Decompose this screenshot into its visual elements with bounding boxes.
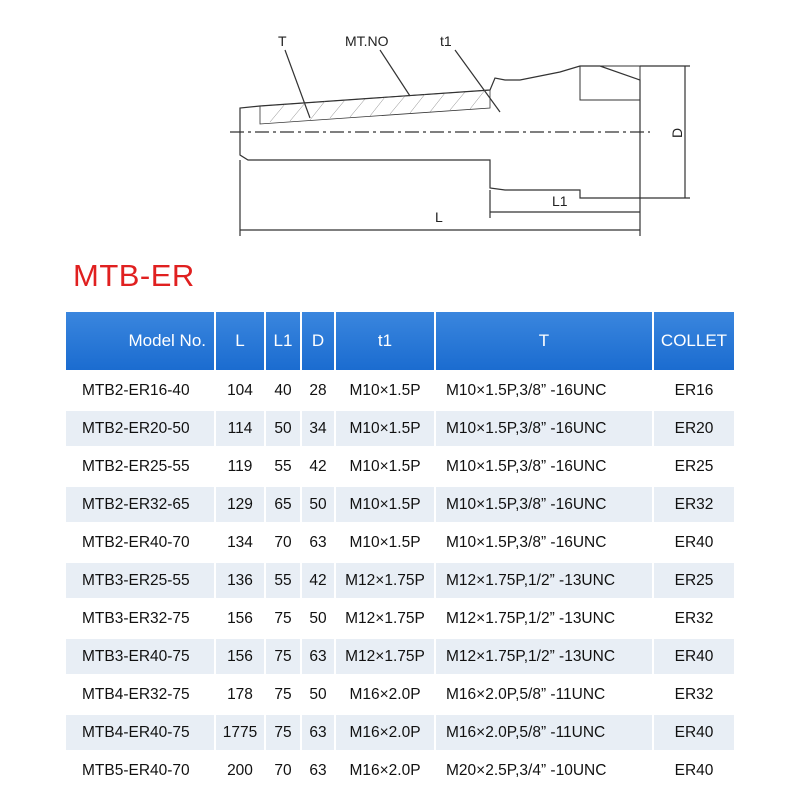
cell-t1: M12×1.75P xyxy=(336,636,436,674)
label-t1: t1 xyxy=(440,33,452,49)
cell-L: 136 xyxy=(216,560,266,598)
cell-T: M12×1.75P,1/2” -13UNC xyxy=(436,598,654,636)
cell-D: 50 xyxy=(302,674,336,712)
label-D: D xyxy=(669,127,685,138)
cell-t1: M12×1.75P xyxy=(336,560,436,598)
cell-collet: ER40 xyxy=(654,636,734,674)
label-T: T xyxy=(278,33,287,49)
cell-t1: M16×2.0P xyxy=(336,674,436,712)
cell-t1: M16×2.0P xyxy=(336,750,436,788)
cell-T: M10×1.5P,3/8” -16UNC xyxy=(436,484,654,522)
cell-L: 129 xyxy=(216,484,266,522)
cell-L1: 75 xyxy=(266,674,302,712)
cell-t1: M12×1.75P xyxy=(336,598,436,636)
cell-t1: M10×1.5P xyxy=(336,522,436,560)
table-row xyxy=(66,674,734,712)
cell-D: 63 xyxy=(302,712,336,750)
cell-L1: 65 xyxy=(266,484,302,522)
cell-model: MTB2-ER40-70 xyxy=(66,522,216,560)
cell-T: M10×1.5P,3/8” -16UNC xyxy=(436,370,654,408)
table-row xyxy=(66,446,734,484)
cell-T: M12×1.75P,1/2” -13UNC xyxy=(436,560,654,598)
cell-T: M10×1.5P,3/8” -16UNC xyxy=(436,408,654,446)
page-title: MTB-ER xyxy=(73,258,195,293)
label-L: L xyxy=(435,209,443,225)
cell-collet: ER32 xyxy=(654,674,734,712)
cell-D: 63 xyxy=(302,636,336,674)
table-row xyxy=(66,560,734,598)
cell-t1: M10×1.5P xyxy=(336,408,436,446)
table-row xyxy=(66,408,734,446)
cell-D: 42 xyxy=(302,446,336,484)
cell-T: M16×2.0P,5/8” -11UNC xyxy=(436,712,654,750)
cell-collet: ER25 xyxy=(654,560,734,598)
header-L: L xyxy=(216,312,266,370)
cell-T: M12×1.75P,1/2” -13UNC xyxy=(436,636,654,674)
cell-L1: 75 xyxy=(266,598,302,636)
cell-T: M20×2.5P,3/4” -10UNC xyxy=(436,750,654,788)
header-D: D xyxy=(302,312,336,370)
collet-nut xyxy=(580,66,640,100)
header-T: T xyxy=(436,312,654,370)
cell-L: 114 xyxy=(216,408,266,446)
table-row xyxy=(66,636,734,674)
spec-table xyxy=(66,312,734,788)
technical-drawing xyxy=(0,0,800,255)
cell-model: MTB3-ER25-55 xyxy=(66,560,216,598)
table-row xyxy=(66,598,734,636)
cell-model: MTB2-ER20-50 xyxy=(66,408,216,446)
cell-L: 178 xyxy=(216,674,266,712)
cell-collet: ER25 xyxy=(654,446,734,484)
hatch-region xyxy=(260,90,490,124)
cell-collet: ER32 xyxy=(654,598,734,636)
table-row xyxy=(66,750,734,788)
cell-collet: ER40 xyxy=(654,712,734,750)
table-body xyxy=(66,370,734,788)
label-mtno: MT.NO xyxy=(345,33,389,49)
cell-T: M10×1.5P,3/8” -16UNC xyxy=(436,522,654,560)
header-t1: t1 xyxy=(336,312,436,370)
cell-D: 63 xyxy=(302,750,336,788)
cell-L: 1775 xyxy=(216,712,266,750)
cell-collet: ER20 xyxy=(654,408,734,446)
cell-collet: ER32 xyxy=(654,484,734,522)
cell-L1: 55 xyxy=(266,446,302,484)
cell-L1: 70 xyxy=(266,522,302,560)
cell-D: 50 xyxy=(302,484,336,522)
header-L1: L1 xyxy=(266,312,302,370)
cell-model: MTB5-ER40-70 xyxy=(66,750,216,788)
cell-L1: 40 xyxy=(266,370,302,408)
header-model: Model No. xyxy=(66,312,216,370)
header-collet: COLLET xyxy=(654,312,734,370)
cell-model: MTB4-ER32-75 xyxy=(66,674,216,712)
cell-D: 28 xyxy=(302,370,336,408)
cell-collet: ER40 xyxy=(654,750,734,788)
cell-L1: 50 xyxy=(266,408,302,446)
cell-model: MTB3-ER32-75 xyxy=(66,598,216,636)
cell-D: 42 xyxy=(302,560,336,598)
cell-T: M10×1.5P,3/8” -16UNC xyxy=(436,446,654,484)
cell-L: 156 xyxy=(216,598,266,636)
cell-D: 34 xyxy=(302,408,336,446)
cell-L: 134 xyxy=(216,522,266,560)
cell-L: 119 xyxy=(216,446,266,484)
cell-L1: 70 xyxy=(266,750,302,788)
header-row xyxy=(66,312,734,370)
cell-L: 156 xyxy=(216,636,266,674)
label-L1: L1 xyxy=(552,193,568,209)
cell-t1: M10×1.5P xyxy=(336,446,436,484)
cell-L: 104 xyxy=(216,370,266,408)
cell-collet: ER40 xyxy=(654,522,734,560)
cell-t1: M16×2.0P xyxy=(336,712,436,750)
table-row xyxy=(66,522,734,560)
cell-model: MTB2-ER25-55 xyxy=(66,446,216,484)
table-row xyxy=(66,484,734,522)
table-row xyxy=(66,712,734,750)
cell-L1: 75 xyxy=(266,636,302,674)
cell-model: MTB2-ER32-65 xyxy=(66,484,216,522)
cell-model: MTB4-ER40-75 xyxy=(66,712,216,750)
table-row xyxy=(66,370,734,408)
cell-L1: 55 xyxy=(266,560,302,598)
cell-collet: ER16 xyxy=(654,370,734,408)
cell-L: 200 xyxy=(216,750,266,788)
cell-D: 63 xyxy=(302,522,336,560)
cell-t1: M10×1.5P xyxy=(336,484,436,522)
cell-T: M16×2.0P,5/8” -11UNC xyxy=(436,674,654,712)
cell-model: MTB3-ER40-75 xyxy=(66,636,216,674)
cell-model: MTB2-ER16-40 xyxy=(66,370,216,408)
cell-D: 50 xyxy=(302,598,336,636)
cell-L1: 75 xyxy=(266,712,302,750)
cell-t1: M10×1.5P xyxy=(336,370,436,408)
